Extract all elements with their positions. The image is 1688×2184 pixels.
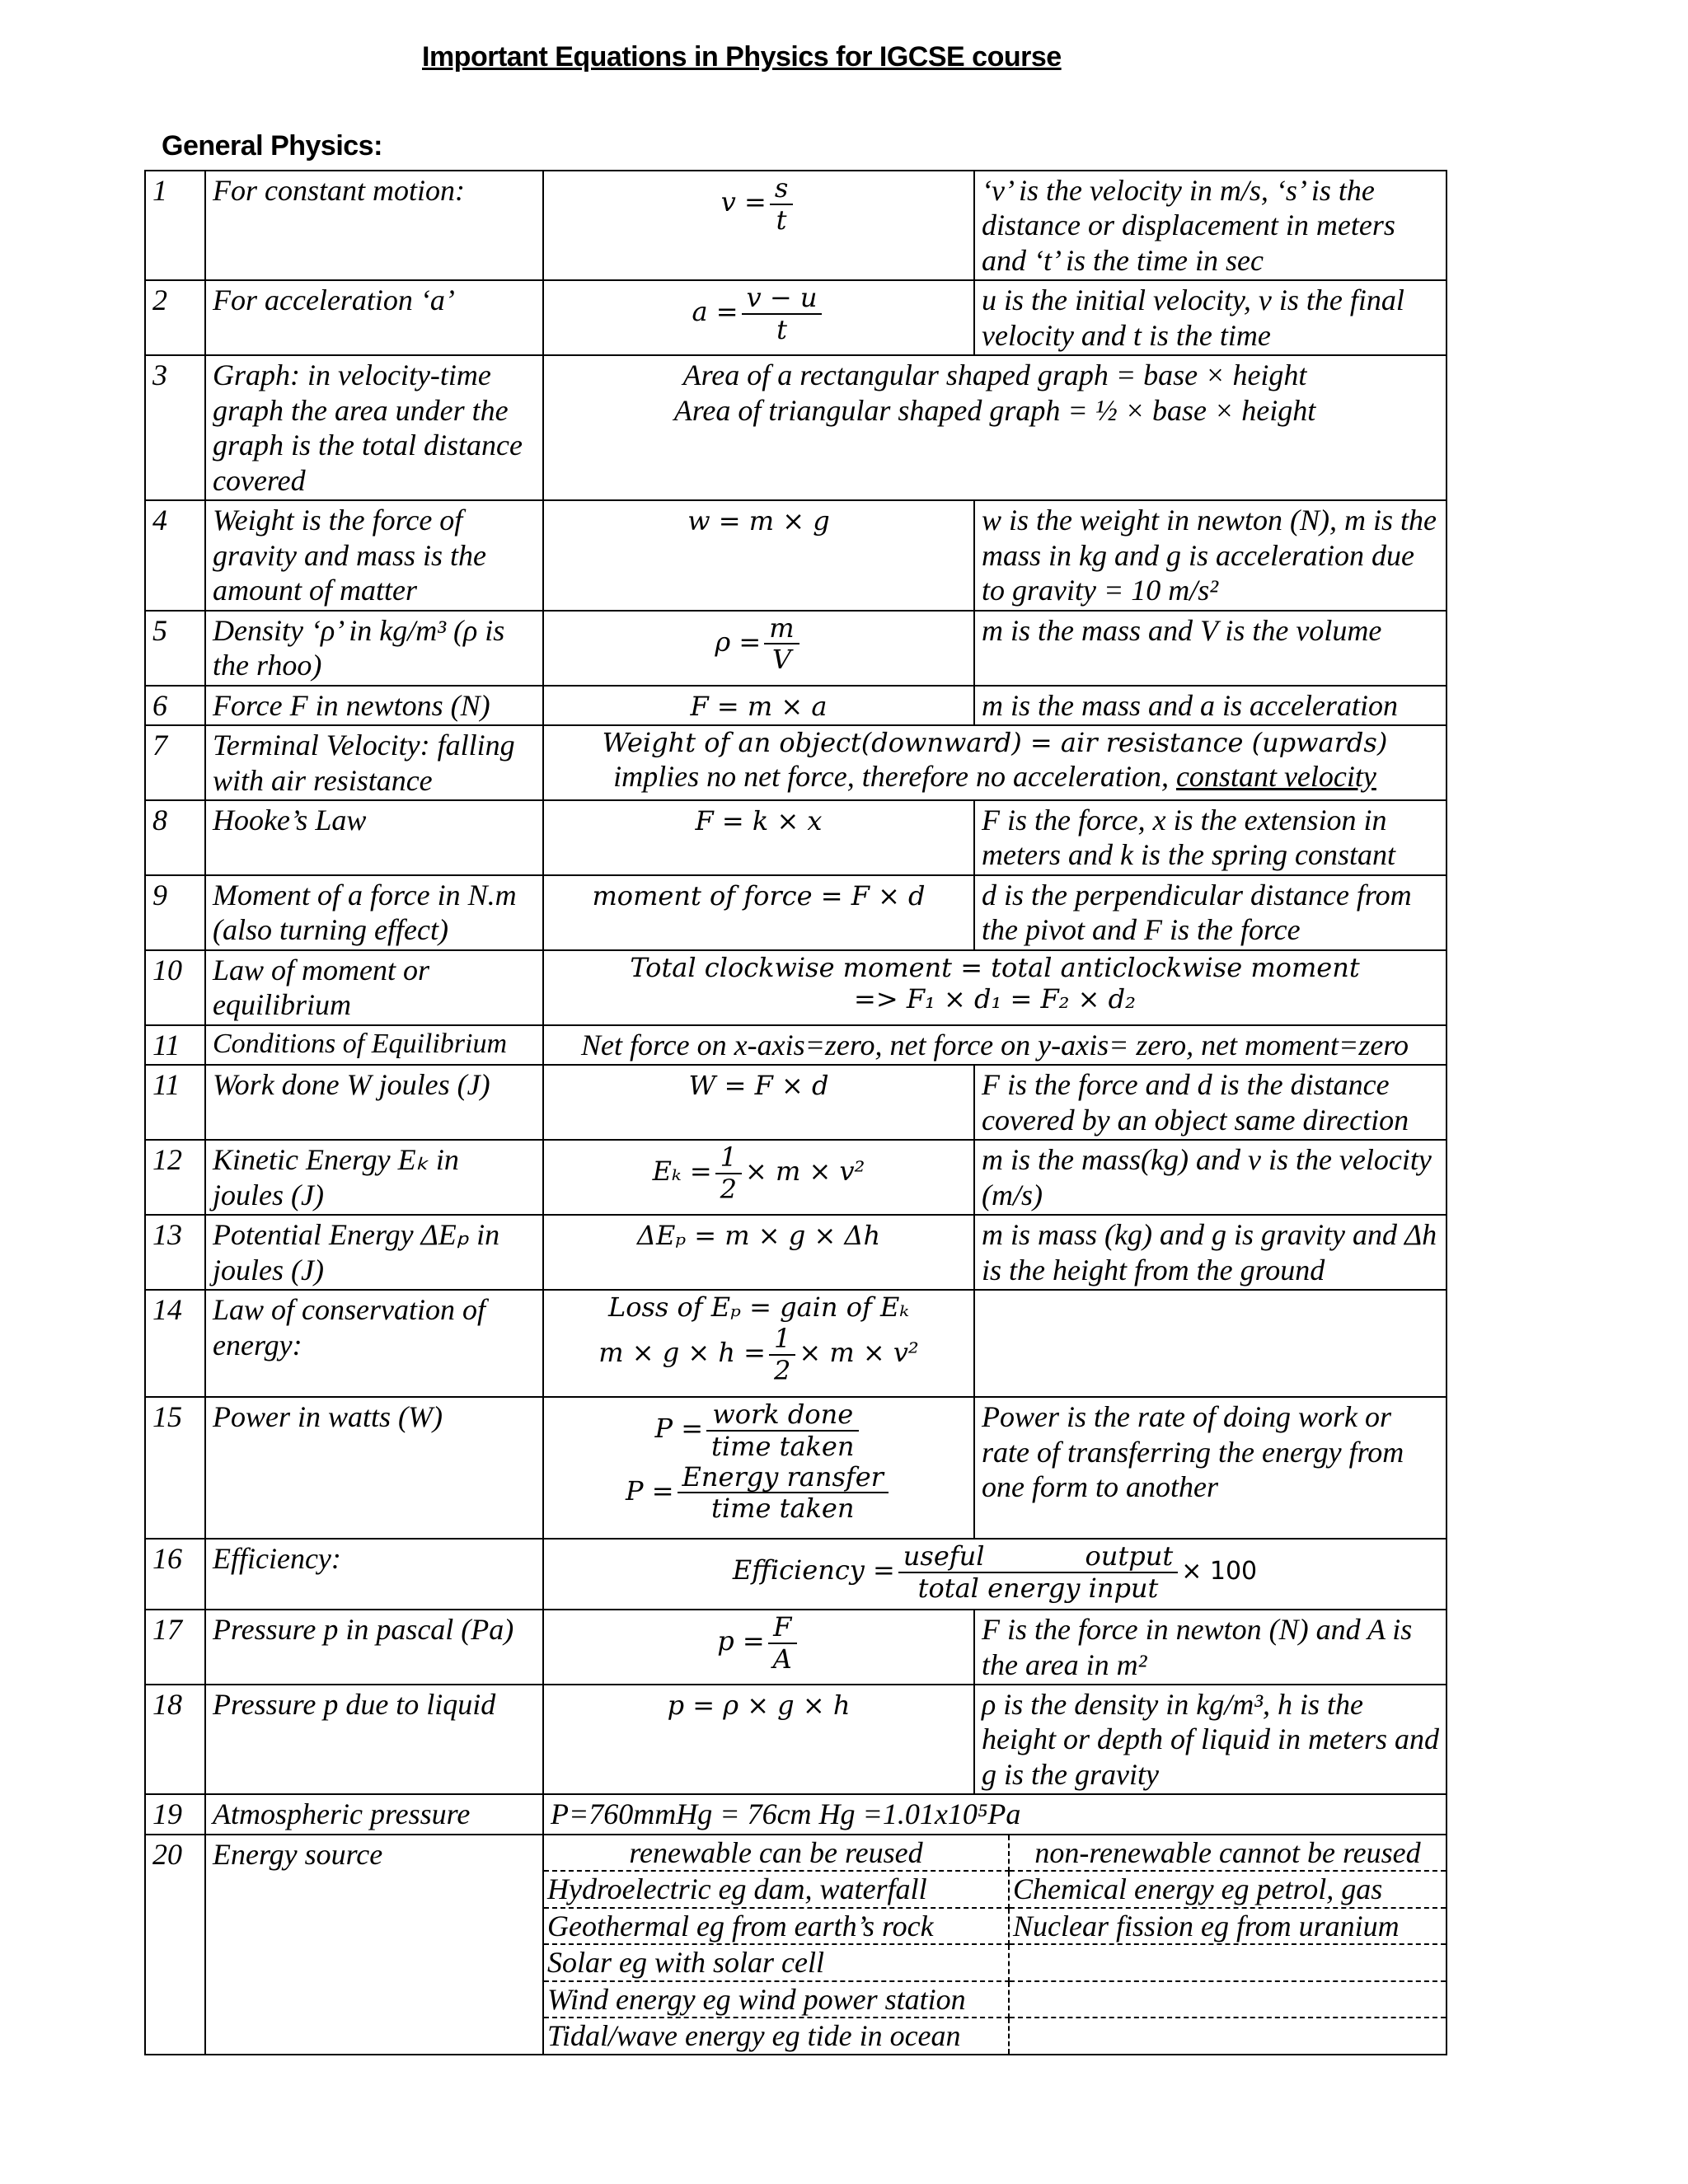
table-row <box>145 1025 1447 1065</box>
row-description: Atmospheric pressure <box>205 1794 543 1834</box>
row-number: 11 <box>145 1025 205 1065</box>
row-note: F is the force and d is the distance covered by an object same direction <box>974 1065 1447 1140</box>
renewable-item: Solar eg with solar cell <box>544 1944 1009 1980</box>
row-equation: w = m × g <box>543 500 974 610</box>
table-row <box>145 171 1447 280</box>
table-row <box>145 500 1447 610</box>
row-equation <box>543 1290 974 1397</box>
equation-line: P = $\frac{\text{Energy ransfer}}{\text{time taken}}$ <box>551 1462 967 1525</box>
row-description: For constant motion: <box>205 171 543 280</box>
equation-line: Area of triangular shaped graph = ½ × base × height <box>673 393 1316 427</box>
row-description: Pressure p due to liquid <box>205 1685 543 1794</box>
renewable-item: Geothermal eg from earth’s rock <box>544 1908 1009 1944</box>
row-number: 16 <box>145 1539 205 1610</box>
table-row <box>145 1215 1447 1290</box>
renewable-item: Wind energy eg wind power station <box>544 1981 1009 2018</box>
row-description: Work done W joules (J) <box>205 1065 543 1140</box>
row-equation <box>543 1025 1447 1065</box>
renewable-item: Hydroelectric eg dam, waterfall <box>544 1871 1009 1907</box>
equation-line: Loss of Eₚ = gain of Eₖ <box>607 1291 909 1324</box>
row-number: 15 <box>145 1397 205 1539</box>
nonrenewable-header: non-renewable cannot be reused <box>1009 1835 1446 1871</box>
row-number: 9 <box>145 875 205 950</box>
row-equation: W = F × d <box>543 1065 974 1140</box>
row-equation: ΔEₚ = m × g × Δh <box>543 1215 974 1290</box>
row-note: ‘v’ is the velocity in m/s, ‘s’ is the distance or displacement in meters and ‘t’ is the time in sec <box>974 171 1447 280</box>
row-note: d is the perpendicular distance from the pivot and F is the force <box>974 875 1447 950</box>
renewable-item: Tidal/wave energy eg tide in ocean <box>544 2018 1009 2053</box>
row-description: Law of conservation of energy: <box>205 1290 543 1397</box>
equation-line: => F₁ × d₁ = F₂ × d₂ <box>854 982 1136 1015</box>
equations-table <box>144 170 1447 2055</box>
table-row <box>145 950 1447 1025</box>
row-equation: P=760mmHg = 76cm Hg =1.01x10⁵Pa <box>543 1794 1447 1834</box>
row-description: Moment of a force in N.m (also turning effect) <box>205 875 543 950</box>
table-row <box>145 1794 1447 1834</box>
row-number: 3 <box>145 355 205 500</box>
table-row <box>145 1290 1447 1397</box>
row-note: m is mass (kg) and g is gravity and Δh is the height from the ground <box>974 1215 1447 1290</box>
row-note: m is the mass and a is acceleration <box>974 686 1447 725</box>
row-description: Pressure p in pascal (Pa) <box>205 1610 543 1685</box>
row-equation: F = m × a <box>543 686 974 725</box>
row-note: F is the force, x is the extension in meters and k is the spring constant <box>974 800 1447 875</box>
row-number: 18 <box>145 1685 205 1794</box>
equation-line: P = $\frac{\text{work done}}{\text{time taken}}$ <box>551 1399 967 1462</box>
table-row <box>145 725 1447 800</box>
row-description: Density ‘ρ’ in kg/m³ (ρ is the rhoo) <box>205 611 543 686</box>
row-equation: v = $\frac{s}{t}$ <box>543 171 974 280</box>
equation-line: Weight of an object(downward) = air resistance (upwards) <box>602 727 1388 759</box>
row-number: 5 <box>145 611 205 686</box>
table-row <box>145 1685 1447 1794</box>
row-number: 13 <box>145 1215 205 1290</box>
row-equation: p = ρ × g × h <box>543 1685 974 1794</box>
nonrenewable-item <box>1009 1944 1446 1980</box>
nonrenewable-item <box>1009 1981 1446 2018</box>
equation-line: Net force on x-axis=zero, net force on y-axis= zero, net moment=zero <box>581 1028 1409 1062</box>
row-equation <box>543 725 1447 800</box>
row-number: 14 <box>145 1290 205 1397</box>
row-equation: Eₖ = $\frac{1}{2}$ × m × v² <box>543 1140 974 1215</box>
renewable-header: renewable can be reused <box>544 1835 1009 1871</box>
row-description: Terminal Velocity: falling with air resistance <box>205 725 543 800</box>
table-row <box>145 1835 1447 2055</box>
table-row <box>145 280 1447 355</box>
page-title: Important Equations in Physics for IGCSE course <box>422 41 1062 73</box>
table-row <box>145 1140 1447 1215</box>
nonrenewable-item: Chemical energy eg petrol, gas <box>1009 1871 1446 1907</box>
row-description: Potential Energy ΔEₚ in joules (J) <box>205 1215 543 1290</box>
row-description: Power in watts (W) <box>205 1397 543 1539</box>
row-description: Weight is the force of gravity and mass is the amount of matter <box>205 500 543 610</box>
row-note <box>974 1290 1447 1397</box>
row-description: For acceleration ‘a’ <box>205 280 543 355</box>
row-description: Hooke’s Law <box>205 800 543 875</box>
equation-line: Area of a rectangular shaped graph = base × height <box>682 359 1307 392</box>
row-number: 4 <box>145 500 205 610</box>
table-row <box>145 875 1447 950</box>
table-row <box>145 1539 1447 1610</box>
row-equation: a = $\frac{v - u}{t}$ <box>543 280 974 355</box>
row-number: 20 <box>145 1835 205 2055</box>
row-equation: ρ = $\frac{m}{V}$ <box>543 611 974 686</box>
equation-line: Total clockwise moment = total anticlockwise moment <box>630 951 1360 983</box>
equation-line: implies no net force, therefore no acceleration, constant velocity <box>613 759 1376 793</box>
row-note: Power is the rate of doing work or rate of transferring the energy from one form to another <box>974 1397 1447 1539</box>
row-equation <box>543 1397 974 1539</box>
table-row <box>145 686 1447 725</box>
row-note: F is the force in newton (N) and A is the area in m² <box>974 1610 1447 1685</box>
row-description: Law of moment or equilibrium <box>205 950 543 1025</box>
row-number: 10 <box>145 950 205 1025</box>
row-note: m is the mass and V is the volume <box>974 611 1447 686</box>
energy-sources <box>543 1835 1447 2055</box>
row-description: Efficiency: <box>205 1539 543 1610</box>
row-number: 8 <box>145 800 205 875</box>
section-heading: General Physics: <box>162 130 382 162</box>
table-row <box>145 611 1447 686</box>
row-note: w is the weight in newton (N), m is the mass in kg and g is acceleration due to gravity = 10 m/s² <box>974 500 1447 610</box>
row-number: 2 <box>145 280 205 355</box>
table-row <box>145 355 1447 500</box>
row-number: 17 <box>145 1610 205 1685</box>
row-description: Graph: in velocity-time graph the area under the graph is the total distance covered <box>205 355 543 500</box>
nonrenewable-item: Nuclear fission eg from uranium <box>1009 1908 1446 1944</box>
table-row <box>145 800 1447 875</box>
row-description: Conditions of Equilibrium <box>205 1025 543 1065</box>
row-equation: p = $\frac{F}{A}$ <box>543 1610 974 1685</box>
row-number: 11 <box>145 1065 205 1140</box>
row-number: 6 <box>145 686 205 725</box>
row-description: Kinetic Energy Eₖ in joules (J) <box>205 1140 543 1215</box>
row-description: Energy source <box>205 1835 543 2055</box>
row-equation: Efficiency = $\frac{\text{useful output}}{\text{total energy input}}$ × 100 <box>543 1539 1447 1610</box>
row-number: 12 <box>145 1140 205 1215</box>
equation-line: m × g × h = $\frac{1}{2}$ × m × v² <box>598 1322 919 1386</box>
row-note: m is the mass(kg) and v is the velocity (m/s) <box>974 1140 1447 1215</box>
row-number: 7 <box>145 725 205 800</box>
row-note: u is the initial velocity, v is the final velocity and t is the time <box>974 280 1447 355</box>
row-description: Force F in newtons (N) <box>205 686 543 725</box>
row-equation: F = k × x <box>543 800 974 875</box>
row-equation: moment of force = F × d <box>543 875 974 950</box>
row-note: ρ is the density in kg/m³, h is the height or depth of liquid in meters and g is the gravity <box>974 1685 1447 1794</box>
table-row <box>145 1610 1447 1685</box>
row-equation <box>543 950 1447 1025</box>
table-row <box>145 1065 1447 1140</box>
nonrenewable-item <box>1009 2018 1446 2053</box>
table-row <box>145 1397 1447 1539</box>
row-number: 1 <box>145 171 205 280</box>
row-equation <box>543 355 1447 500</box>
row-number: 19 <box>145 1794 205 1834</box>
energy-source-table <box>544 1835 1446 2054</box>
